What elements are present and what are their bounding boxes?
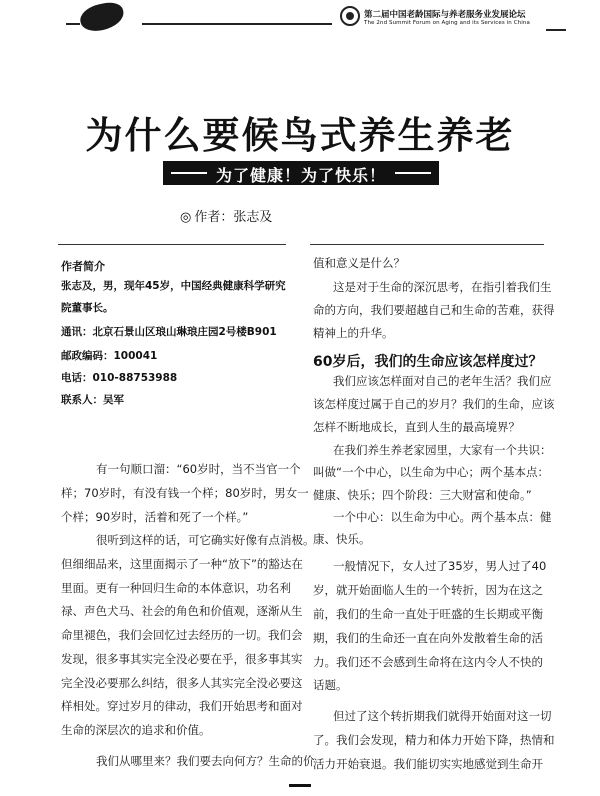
body-line: 话题。 — [313, 678, 348, 692]
body-line: 发现，很多事其实完全没必要在乎，很多事其实 — [61, 652, 303, 666]
author-postcode: 邮政编码：100041 — [61, 350, 158, 362]
body-line: 该怎样度过属于自己的岁月？我们的生命，应该 — [313, 397, 555, 411]
body-line: 康、快乐。 — [313, 532, 371, 546]
footer-mark — [289, 784, 311, 787]
body-line: 生命的深层次的追求和价值。 — [61, 723, 211, 737]
body-line: 前，我们的生命一直处于旺盛的生长期或平衡 — [313, 607, 543, 621]
body-line: 很听到这样的话，可它确实好像有点消极。 — [96, 533, 315, 547]
journal-logo-icon — [78, 0, 126, 34]
body-line: 但细细品来，这里面揭示了一种“放下”的豁达在 — [61, 557, 303, 571]
body-line: 样相处。穿过岁月的律动，我们开始思考和面对 — [61, 699, 303, 713]
body-line: 禄、声色犬马、社会的角色和价值观，逐渐从生 — [61, 604, 303, 618]
body-line: 精神上的升华。 — [313, 326, 394, 340]
body-line: 命的方向，我们要超越自己和生命的苦难，获得 — [313, 303, 555, 317]
author-bio-line: 张志及，男，现年45岁，中国经典健康科学研究 — [61, 280, 286, 292]
body-line: 但过了这个转折期我们就得开始面对这一切 — [333, 709, 552, 723]
body-line: 完全没必要那么纠结，很多人其实完全没必要这 — [61, 676, 303, 690]
body-line: 岁，就开始面临人生的一个转折，因为在这之 — [313, 583, 543, 597]
header-rule-right — [546, 29, 566, 31]
body-line: 一般情况下，女人过了35岁，男人过了40 — [333, 559, 547, 573]
body-line: 期，我们的生命还一直在向外发散着生命的活 — [313, 631, 543, 645]
author-info-heading: 作者简介 — [61, 260, 105, 273]
body-line: 健康、快乐；四个阶段：三大财富和使命。” — [313, 488, 532, 502]
body-line: 里面。更有一种回归生命的本体意识，功名利 — [61, 581, 291, 595]
body-line: 命里褪色，我们会回忆过去经历的一切。我们会 — [61, 628, 303, 642]
forum-emblem-icon — [340, 6, 360, 26]
header-rule-middle — [142, 23, 332, 25]
article-subtitle: 为了健康！为了快乐！ — [215, 166, 386, 185]
body-line: 样；70岁时，有没有钱一个样；80岁时，男女一 — [61, 486, 309, 500]
body-line: 值和意义是什么？ — [313, 256, 405, 270]
author-byline — [180, 206, 272, 225]
left-column-divider — [58, 244, 286, 245]
body-line: 怎样不断地成长，直到人生的最高境界？ — [313, 420, 520, 434]
body-line: 我们应该怎样面对自己的老年生活？我们应 — [333, 374, 552, 388]
right-column-divider — [310, 244, 544, 245]
body-line: 叫做“一个中心，以生命为中心；两个基本点： — [313, 465, 549, 479]
journal-title: 第二届中国老龄国际与养老服务业发展论坛 — [364, 10, 526, 20]
body-line: 力。我们还不会感到生命将在这内令人不快的 — [313, 655, 543, 669]
header-rule-left — [66, 23, 80, 25]
body-line: 在我们养生养老家园里，大家有一个共识： — [333, 443, 552, 457]
body-line: 一个中心：以生命为中心。两个基本点：健 — [333, 510, 552, 524]
body-line: 活力开始衰退。我们能切实实地感觉到生命开 — [313, 757, 543, 771]
body-line: 了。我们会发现，精力和体力开始下降，热情和 — [313, 733, 555, 747]
author-bio-line: 院董事长。 — [61, 302, 114, 314]
body-line: 有一句顺口溜：“60岁时，当不当官一个 — [96, 462, 301, 476]
author-phone: 电话：010-88753988 — [61, 372, 178, 384]
author-name: 作者：张志及 — [194, 210, 273, 225]
author-contact: 联系人：吴军 — [61, 394, 124, 406]
journal-subtitle: The 2nd Summit Forum on Aging and its Services in China — [364, 20, 530, 26]
author-address: 通讯：北京石景山区琅山琳琅庄园2号楼B901 — [61, 326, 277, 338]
article-title: 为什么要候鸟式养生养老 — [85, 114, 515, 157]
section-heading: 60岁后，我们的生命应该怎样度过？ — [313, 354, 543, 370]
body-line: 这是对于生命的深沉思考，在指引着我们生 — [333, 280, 552, 294]
body-line: 我们从哪里来？我们要去向何方？生命的价 — [96, 754, 315, 768]
author-mark-icon: ◎ — [180, 210, 192, 225]
body-line: 个样；90岁时，活着和死了一个样。” — [61, 510, 249, 524]
